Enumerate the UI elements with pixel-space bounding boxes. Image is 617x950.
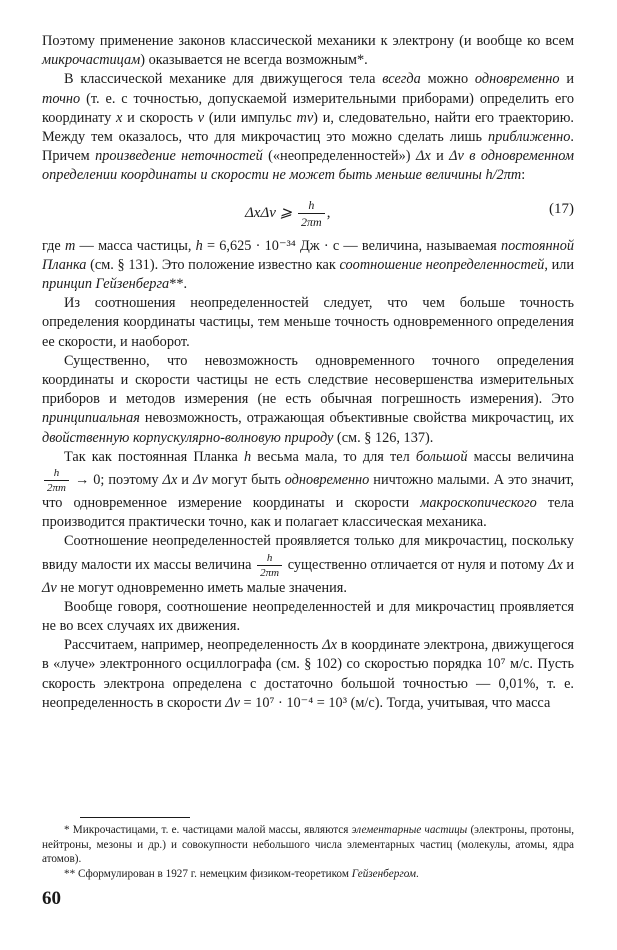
paragraph-2: В классической механике для движущегося тела всегда можно одновременно и точно (т. е. с точностью, допускаемой измерительными приборами) определить его координату x и скорость v (или импульс mv) и, следовательно, найти его траекторию. Между тем оказалось, что для микрочастиц это можно сделать лишь приближенно. Причем произведение неточностей («неопределенностей») Δx и Δv в одновременном определении координаты и скорости не может быть меньше величины h/2πm: xyxy=(42,71,575,184)
inline-fraction: $\frac{h}{2\pi m}$ xyxy=(44,467,69,494)
paragraph-9: Рассчитаем, например, неопределенность Δx в координате электрона, движущегося в «луче» электронного осциллографа (см. § 102) со скоростью порядка 10⁷ м/с. Пусть скорость электрона определена с достаточно большой точностью — 0,01%, т. е. неопределенность в скорости Δv = 10⁷ · 10⁻⁴ = 10³ (м/с). Тогда, учитывая, что масса xyxy=(42,637,574,711)
footnote-divider xyxy=(80,817,190,818)
inline-fraction: $\frac{h}{2\pi m}$ xyxy=(257,552,282,579)
formula-fraction xyxy=(298,198,325,229)
paragraph-1: Поэтому применение законов классической механики к электрону (и вообще ко всем микрочастицам) оказывается не всегда возможным*. xyxy=(42,33,574,69)
footnote-1: * Микрочастицами, т. е. частицами малой массы, являются элементарные частицы (электроны, протоны, нейтроны, мезоны и др.) и совокупности небольшого числа элементарных частиц (молекулы, атомы, ядра атомов). xyxy=(42,824,575,866)
formula-denominator: 2πm xyxy=(301,214,322,229)
paragraph-4: Из соотношения неопределенностей следует, что чем больше точность определения координаты частицы, тем меньше точность одновременного определения ее скорости, и наоборот. xyxy=(42,295,574,350)
page-number: 60 xyxy=(42,888,61,909)
paragraph-7: Соотношение неопределенностей проявляется только для микрочастиц, поскольку ввиду малости их массы величина $\frac{h}{2\pi m}$ существенно отличается от нуля и потому Δx и Δv не могут одновременно иметь малые значения. xyxy=(42,533,574,596)
paragraph-8: Вообще говоря, соотношение неопределенностей и для микрочастиц проявляется не во всех случаях их движения. xyxy=(42,598,574,635)
formula-numerator: h xyxy=(298,198,325,214)
formula-expression xyxy=(245,198,330,229)
footnote-2: ** Сформулирован в 1927 г. немецким физиком-теоретиком Гейзенбергом. xyxy=(64,867,419,880)
paragraph-3: где m — масса частицы, h = 6,625 · 10⁻³⁴ Дж · с — величина, называемая постоянной Планка (см. § 131). Это положение известно как соотношение неопределенностей, или принцип Гейзенберга**. xyxy=(42,237,575,293)
formula-trailing: , xyxy=(326,204,331,221)
formula-17 xyxy=(42,190,574,232)
paragraph-6: Так как постоянная Планка h весьма мала, то для тел большой массы величина $\frac{h}{2\pi m}$ → 0; поэтому Δx и Δv могут быть одновременно ничтожно малыми. А это значит, что одновременное измерение координаты и скорости макроскопического тела производится практически точно, как и полагает классическая механика. xyxy=(42,448,574,531)
formula-lhs: ΔxΔv ⩾ xyxy=(245,204,293,221)
equation-number: (17) xyxy=(549,200,574,217)
paragraph-5: Существенно, что невозможность одновременного точного определения координаты и скорости частицы не есть следствие несовершенства измерительных приборов и методов измерения (не есть обычная погрешность измерения). Это принципиальная невозможность, отражающая объективные свойства микрочастиц, их двойственную корпускулярно-волновую природу (см. § 126, 137). xyxy=(42,352,574,446)
main-text xyxy=(42,32,574,713)
footnotes xyxy=(42,823,574,881)
